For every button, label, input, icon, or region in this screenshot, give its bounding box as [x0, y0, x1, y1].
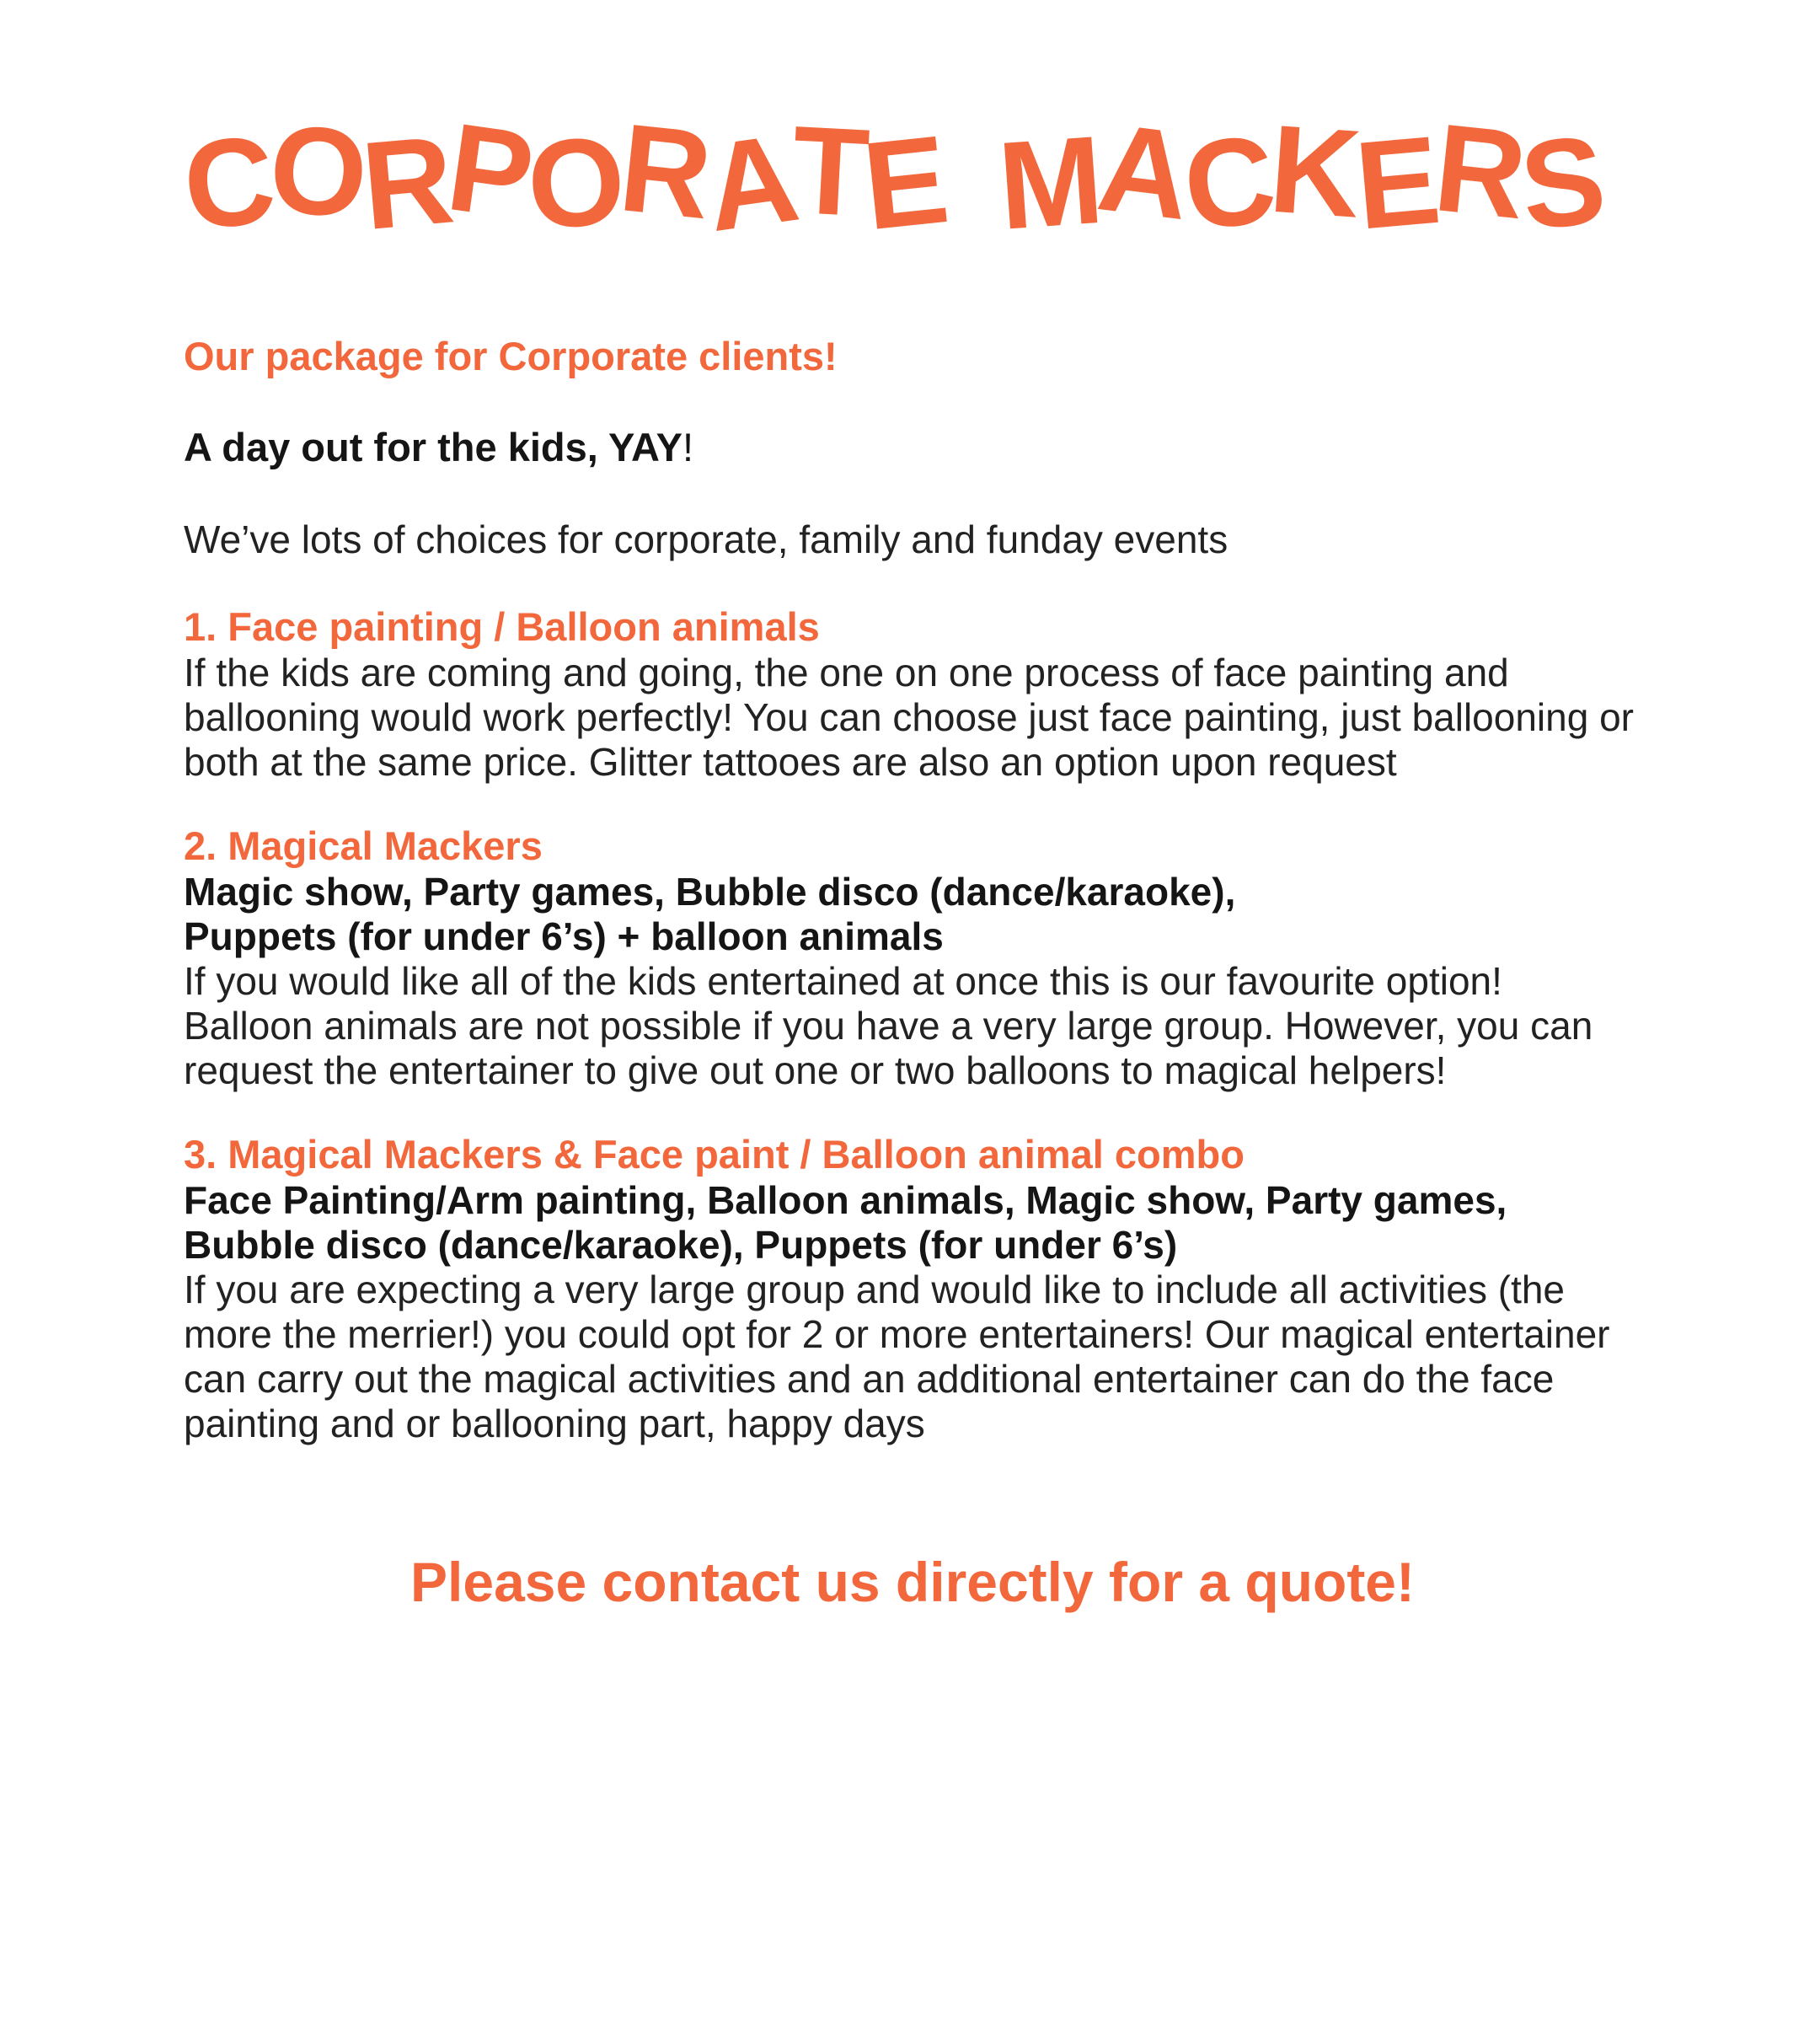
section-face-painting	[184, 603, 1641, 785]
section-subheading-line: Puppets (for under 6’s) + balloon animals	[184, 914, 944, 958]
tagline: Our package for Corporate clients!	[184, 334, 838, 378]
contact-cta: Please contact us directly for a quote!	[410, 1551, 1415, 1613]
section-combo	[184, 1130, 1641, 1446]
section-magical-mackers	[184, 822, 1641, 1093]
section-body: If the kids are coming and going, the one on one process of face painting and ballooning would work perfectly! You can choose just face painting, just ballooning or both at the same price. Glitter tattooes are also an option upon request	[184, 651, 1635, 784]
section-body: If you would like all of the kids entertained at once this is our favourite option! Balloon animals are not possible if you have a very large group. However, you can request the entertainer to give out one or two balloons to magical helpers!	[184, 959, 1593, 1092]
headline-bold-text: A day out for the kids, YAY	[184, 425, 683, 469]
section-body: If you are expecting a very large group and would like to include all activities (the more the merrier!) you could opt for 2 or more entertainers! Our magical entertainer can carry out the magical activities and an additional entertainer can do the face painting and or ballooning part, happy days	[184, 1268, 1610, 1445]
section-subheading-line: Bubble disco (dance/karaoke), Puppets (for under 6’s)	[184, 1223, 1178, 1267]
intro-description: We’ve lots of choices for corporate, family and funday events	[184, 517, 1228, 561]
section-subheading-line: Face Painting/Arm painting, Balloon animals, Magic show, Party games,	[184, 1178, 1507, 1222]
section-heading: 3. Magical Mackers & Face paint / Balloon animal combo	[184, 1132, 1245, 1177]
section-heading: 1. Face painting / Balloon animals	[184, 604, 820, 649]
section-subheading-line: Magic show, Party games, Bubble disco (dance/karaoke),	[184, 870, 1236, 914]
headline-exclamation: !	[682, 425, 694, 469]
page-title: CORPORATE MACKERS	[177, 97, 1608, 259]
section-heading: 2. Magical Mackers	[184, 823, 543, 868]
headline	[184, 424, 1641, 471]
